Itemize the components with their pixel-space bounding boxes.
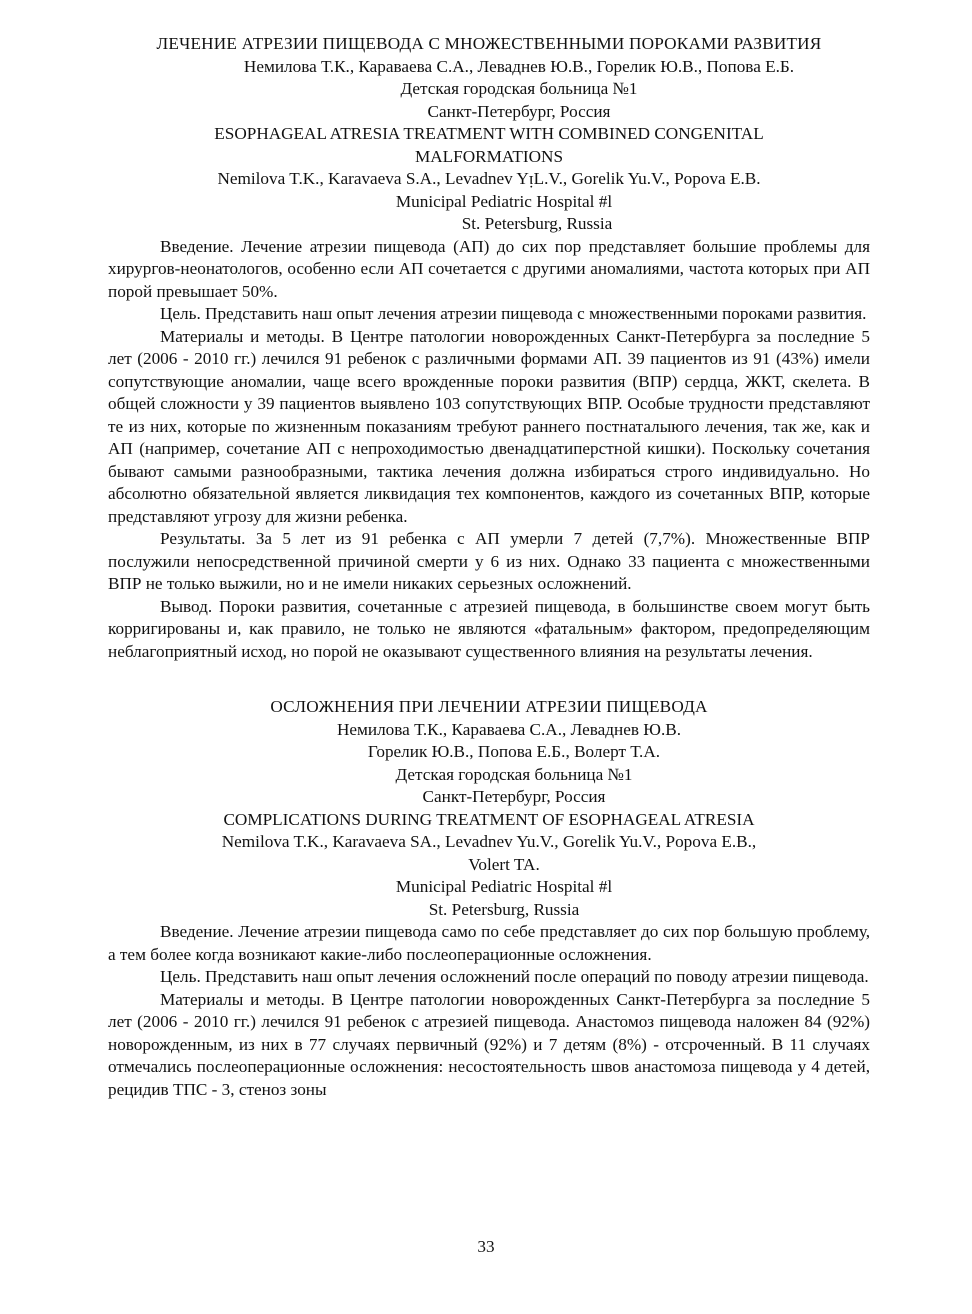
article-1-authors: Немилова Т.К., Караваева С.А., Леваднев Ю.В., Горелик Ю.В., Попова Е.Б. [243,56,795,76]
article-2-methods: Материалы и методы. В Центре патологии новорожденных Санкт-Петербурга за последние 5 лет (2006 - 2010 гг.) лечился 91 ребенок с атрезией пищевода. Анастомоз пищевода наложен 84 (92%) новорожденным, из них в 77 случаях первичный (92%) и 7 детям (8%) - отсроченный. В 11 случаях отмечались послеоперационные осложнения: несостоятельность швов анастомоза пищевода у 4 детей, рецидив ТПС - 3, стеноз зоны [108,989,870,1099]
article-1-city-en: St. Petersburg, Russia [461,214,613,233]
page-number: 33 [477,1237,495,1256]
article-2-institution-en: Municipal Pediatric Hospital #l [395,877,613,896]
article-2-authors-line2: Горелик Ю.В., Попова Е.Б., Волерт Т.А. [367,742,661,761]
article-2-city-en: St. Petersburg, Russia [428,899,580,919]
article-1-methods: Материалы и методы. В Центре патологии новорожденных Санкт-Петербурга за последние 5 лет (2006 - 2010 гг.) лечился 91 ребенок с различными формами АП. 39 пациентов из 91 (43%) имели сопутствующие аномалии, чаще всего врожденные пороки развития (ВПР) сердца, ЖКТ, скелета. В общей сложности у 39 пациентов выявлено 103 сопутствующих ВПР. Особые трудности представляют те из них, которые по жизненным показаниям требуют раннего постнаталыюго лечения, так же, как и АП (например, сочетание АП с непроходимостью двенадцатиперстной кишки). Поскольку сочетания бывают самыми разнообразными, тактика лечения должна избираться строго индивидуально. Но абсолютно обязательной является ликвидация тех компонентов, каждого из сочетанных ВПР, которые представляют угрозу для жизни ребенка. [108,326,870,526]
article-1-intro: Введение. Лечение атрезии пищевода (АП) до сих пор представляет большие проблемы для хирургов-неонатологов, особенно если АП сочетается с другими аномалиями, частота которых при АП порой превышает 50%. [108,236,870,301]
article-1 [108,33,870,663]
article-1-results: Результаты. За 5 лет из 91 ребенка с АП умерли 7 детей (7,7%). Множественные ВПР послужили непосредственной причиной смерти у 6 из них. Однако 33 пациента с множественными ВПР не только выжили, но и не имели никаких серьезных осложнений. [108,529,870,593]
article-2-authors-en-line1: Nemilova T.K., Karavaeva SA., Levadnev Yu.V., Gorelik Yu.V., Popova E.B., [221,832,757,851]
article-separator [108,663,870,696]
article-1-authors-en: Nemilova T.K., Karavaeva S.A., Levadnev YᴉL.V., Gorelik Yu.V., Popova E.B. [217,169,761,188]
page-content [108,33,870,1101]
article-2-title-en: COMPLICATIONS DURING TREATMENT OF ESOPHAGEAL ATRESIA [223,809,755,829]
article-2 [108,696,870,1101]
article-2-intro: Введение. Лечение атрезии пищевода само по себе представляет до сих пор большую проблему, а тем более когда возникают какие-либо послеоперационные осложнения. [108,922,870,964]
article-2-authors-line1: Немилова Т.К., Караваева С.А., Леваднев Ю.В. [336,719,682,739]
article-1-city: Санкт-Петербург, Россия [427,101,611,121]
article-2-institution: Детская городская больница №1 [395,764,633,784]
article-1-title: ЛЕЧЕНИЕ АТРЕЗИИ ПИЩЕВОДА С МНОЖЕСТВЕННЫМИ ПОРОКАМИ РАЗВИТИЯ [156,34,822,53]
article-2-title: ОСЛОЖНЕНИЯ ПРИ ЛЕЧЕНИИ АТРЕЗИИ ПИЩЕВОДА [270,697,708,716]
article-2-authors-en-line2: Volert TA. [468,854,540,874]
article-1-goal: Цель. Представить наш опыт лечения атрезии пищевода с множественными пороками развития. [160,304,867,323]
article-2-goal: Цель. Представить наш опыт лечения осложнений после операций по поводу атрезии пищевода. [160,967,869,986]
article-2-city: Санкт-Петербург, Россия [422,787,606,806]
article-1-institution: Детская городская больница №1 [400,79,638,98]
article-1-institution-en: Municipal Pediatric Hospital #l [395,191,613,211]
article-1-title-en-line1: ESOPHAGEAL ATRESIA TREATMENT WITH COMBINED CONGENITAL [214,124,764,143]
article-1-conclusion: Вывод. Пороки развития, сочетанные с атрезией пищевода, в большинстве своем могут быть корригированы и, как правило, не только не являются «фатальным» фактором, предопределяющим неблагоприятный исход, но порой не оказывают существенного влияния на результаты лечения. [108,596,870,661]
article-1-title-en-line2: MALFORMATIONS [414,146,564,166]
